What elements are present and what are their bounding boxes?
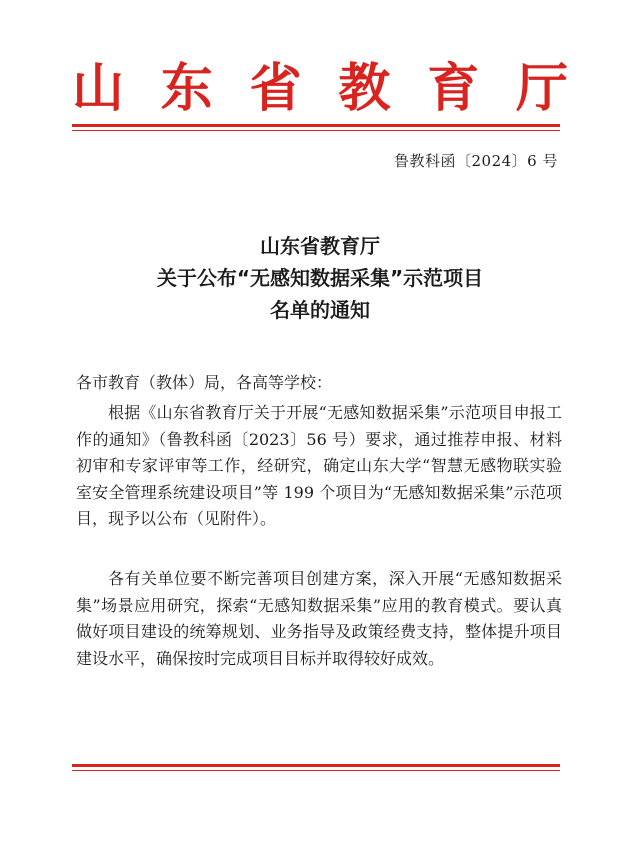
header-char: 山 [72, 58, 125, 119]
header-char: 东 [160, 58, 213, 119]
header-char: 育 [427, 58, 480, 119]
document-number: 鲁教科函〔2024〕6 号 [394, 152, 558, 170]
header-char: 省 [249, 58, 302, 119]
title-line-2: 关于公布“无感知数据采集”示范项目 [156, 266, 484, 290]
body-paragraph-1: 根据《山东省教育厅关于开展“无感知数据采集”示范项目申报工作的通知》（鲁教科函〔2023〕56 号）要求，通过推荐申报、材料初审和专家评审等工作，经研究，确定山东大学“智慧无感物联实验室安全管理系统建设项目”等 199 个项目为“无感知数据采集”示范项目，现予以公布（见附件）。 [76, 403, 562, 528]
document-title [0, 230, 640, 326]
header-char: 厅 [515, 58, 568, 119]
title-line-1: 山东省教育厅 [260, 234, 380, 258]
salutation: 各市教育（教体）局，各高等学校： [76, 373, 333, 392]
header-char: 教 [338, 58, 391, 119]
footer-rule-thick [72, 764, 560, 767]
footer-rule-thin [72, 770, 560, 771]
issuing-authority-header [72, 56, 568, 122]
body-paragraph-2: 各有关单位要不断完善项目创建方案，深入开展“无感知数据采集”场景应用研究，探索“无感知数据采集”应用的教育模式。要认真做好项目建设的统筹规划、业务指导及政策经费支持，整体提升项目建设水平，确保按时完成项目目标并取得较好成效。 [76, 569, 562, 668]
title-line-3: 名单的通知 [270, 298, 370, 322]
header-rule-thick [72, 124, 560, 127]
header-rule-thin [72, 130, 560, 131]
